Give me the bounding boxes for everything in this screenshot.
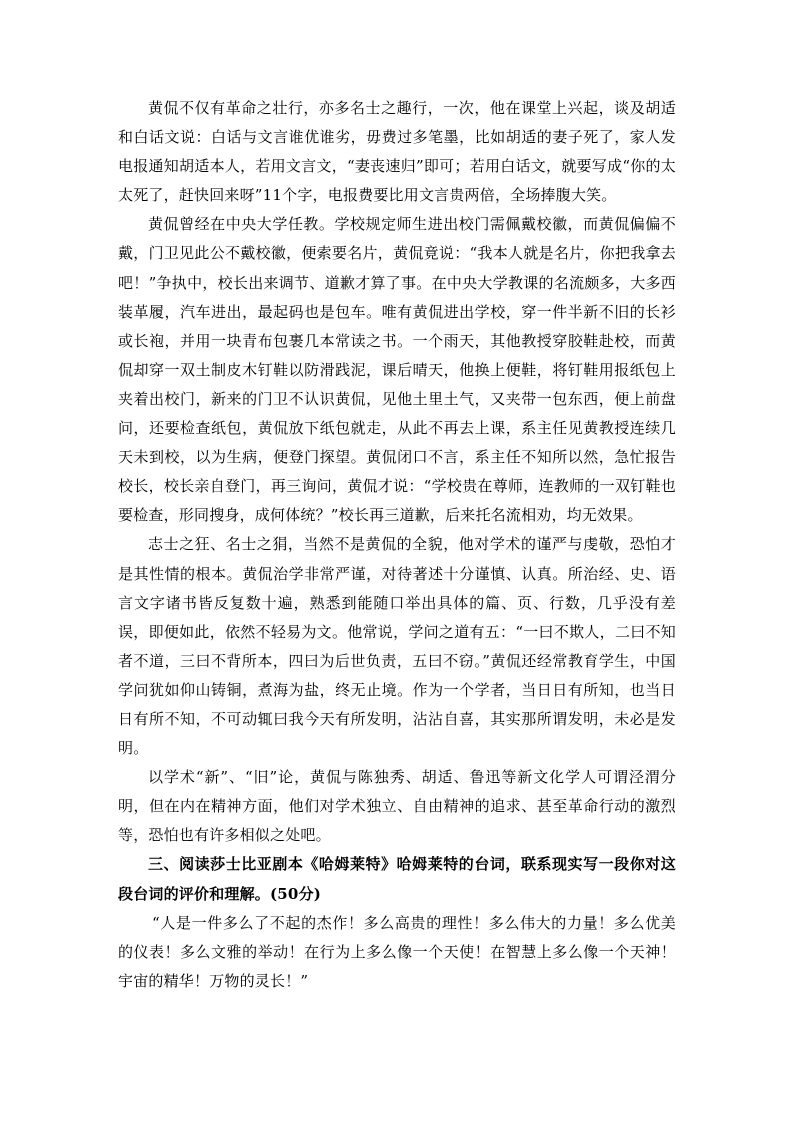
hamlet-quote: “人是一件多么了不起的杰作！多么高贵的理性！多么伟大的力量！多么优美的仪表！多么文雅的举动！在行为上多么像一个天使！在智慧上多么像一个天神！宇宙的精华！万物的灵长！” [118, 913, 676, 990]
question-heading: 三、阅读莎士比亚剧本《哈姆莱特》哈姆莱特的台词，联系现实写一段你对这段台词的评价和理解。(50分) [118, 855, 676, 903]
document-page [118, 94, 676, 996]
paragraph-huang-kan-scholarship: 志士之狂、名士之狷，当然不是黄侃的全貌，他对学术的谨严与虔敬，恐怕才是其性情的根本。黄侃治学非常严谨，对待著述十分谨慎、认真。所治经、史、语言文字诸书皆反复数十遍，熟悉到能随口举出具体的篇、页、行数，几乎没有差误，即便如此，依然不轻易为文。他常说，学问之道有五：“一曰不欺人，二曰不知者不道，三曰不背所本，四曰为后世负责，五曰不窃。”黄侃还经常教育学生，中国学问犹如仰山铸铜，煮海为盐，终无止境。作为一个学者，当日日有所知，也当日日有所不知，不可动辄曰我今天有所发明，沾沾自喜，其实那所谓发明，未必是发明。 [118, 535, 676, 758]
paragraph-huang-kan-school-badge: 黄侃曾经在中央大学任教。学校规定师生进出校门需佩戴校徽，而黄侃偏偏不戴，门卫见此公不戴校徽，便索要名片，黄侃竟说：“我本人就是名片，你把我拿去吧！”争执中，校长出来调节、道歉才算了事。在中央大学教课的名流颇多，大多西装革履，汽车进出，最起码也是包车。唯有黄侃进出学校，穿一件半新不旧的长衫或长袍，并用一块青布包裹几本常读之书。一个雨天，其他教授穿胶鞋赴校，而黄侃却穿一双土制皮木钉鞋以防滑践泥，课后晴天，他换上便鞋，将钉鞋用报纸包上夹着出校门，新来的门卫不认识黄侃，见他土里土气，又夹带一包东西，便上前盘问，还要检查纸包，黄侃放下纸包就走，从此不再去上课，系主任见黄教授连续几天未到校，以为生病，便登门探望。黄侃闭口不言，系主任不知所以然，急忙报告校长，校长亲自登门，再三询问，黄侃才说：“学校贵在尊师，连教师的一双钉鞋也要检查，形同搜身，成何体统？”校长再三道歉，后来托名流相劝，均无效果。 [118, 215, 676, 525]
paragraph-huang-kan-baihua-anecdote: 黄侃不仅有革命之壮行，亦多名士之趣行，一次，他在课堂上兴起，谈及胡适和白话文说：白话与文言谁优谁劣，毋费过多笔墨，比如胡适的妻子死了，家人发电报通知胡适本人，若用文言文，“妻丧速归”即可；若用白话文，就要写成“你的太太死了，赶快回来呀”11个字，电报费要比用文言贵两倍，全场捧腹大笑。 [118, 99, 676, 205]
paragraph-new-old-learning: 以学术“新”、“旧”论，黄侃与陈独秀、胡适、鲁迅等新文化学人可谓泾渭分明，但在内在精神方面，他们对学术独立、自由精神的追求、甚至革命行动的激烈等，恐怕也有许多相似之处吧。 [118, 768, 676, 845]
